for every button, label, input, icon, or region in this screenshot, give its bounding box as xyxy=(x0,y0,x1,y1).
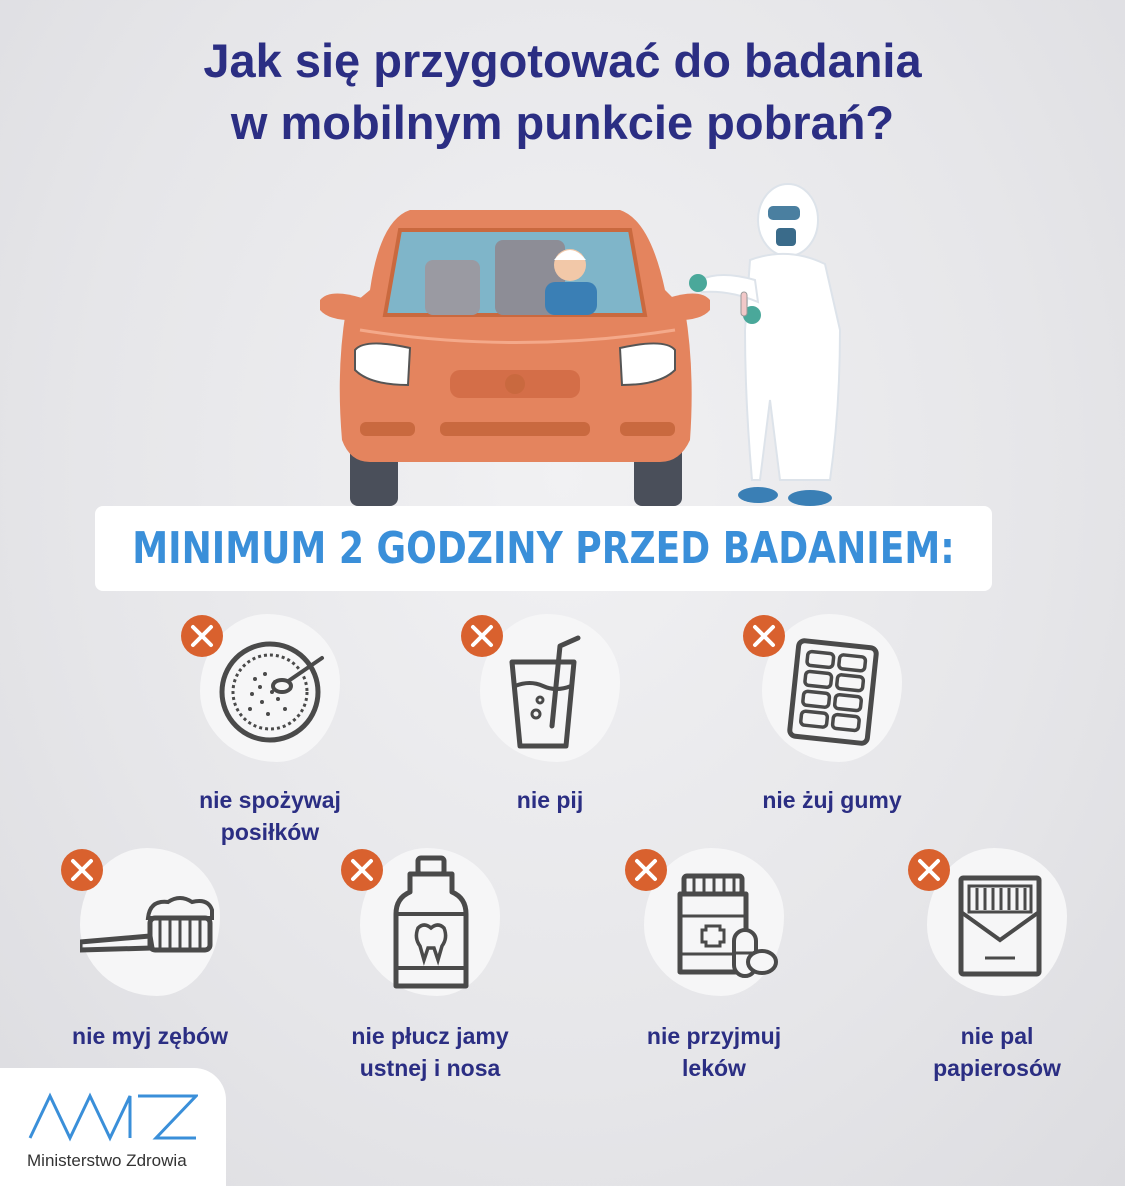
item-label: nie przyjmuj leków xyxy=(646,1023,782,1081)
prohibited-x-icon xyxy=(60,848,104,892)
item-label: nie żuj gumy xyxy=(762,787,902,813)
item-label: nie pij xyxy=(516,787,584,813)
item-label: nie spożywaj posiłków xyxy=(199,787,341,845)
prohibited-x-icon xyxy=(742,614,786,658)
prohibited-x-icon xyxy=(340,848,384,892)
car-illustration xyxy=(320,210,710,506)
page-title xyxy=(0,30,1125,154)
item-label: nie myj zębów xyxy=(72,1023,228,1049)
banner-text: MINIMUM 2 GODZINY PRZED BADANIEM: xyxy=(132,523,955,574)
mz-logo-icon xyxy=(28,1090,198,1146)
title-line-2: w mobilnym punkcie pobrań? xyxy=(230,96,895,149)
item-label: nie pal papierosów xyxy=(933,1023,1061,1081)
time-requirement-banner xyxy=(95,506,992,591)
prohibited-x-icon xyxy=(907,848,951,892)
item-label: nie płucz jamy ustnej i nosa xyxy=(351,1023,509,1081)
medic-illustration xyxy=(689,184,840,506)
title-line-1: Jak się przygotować do badania xyxy=(203,34,922,87)
prohibited-x-icon xyxy=(460,614,504,658)
prohibited-x-icon xyxy=(624,848,668,892)
logo-text: Ministerstwo Zdrowia xyxy=(27,1151,187,1170)
drive-through-illustration xyxy=(300,180,860,510)
ministry-logo xyxy=(0,1068,226,1186)
prohibited-x-icon xyxy=(180,614,224,658)
